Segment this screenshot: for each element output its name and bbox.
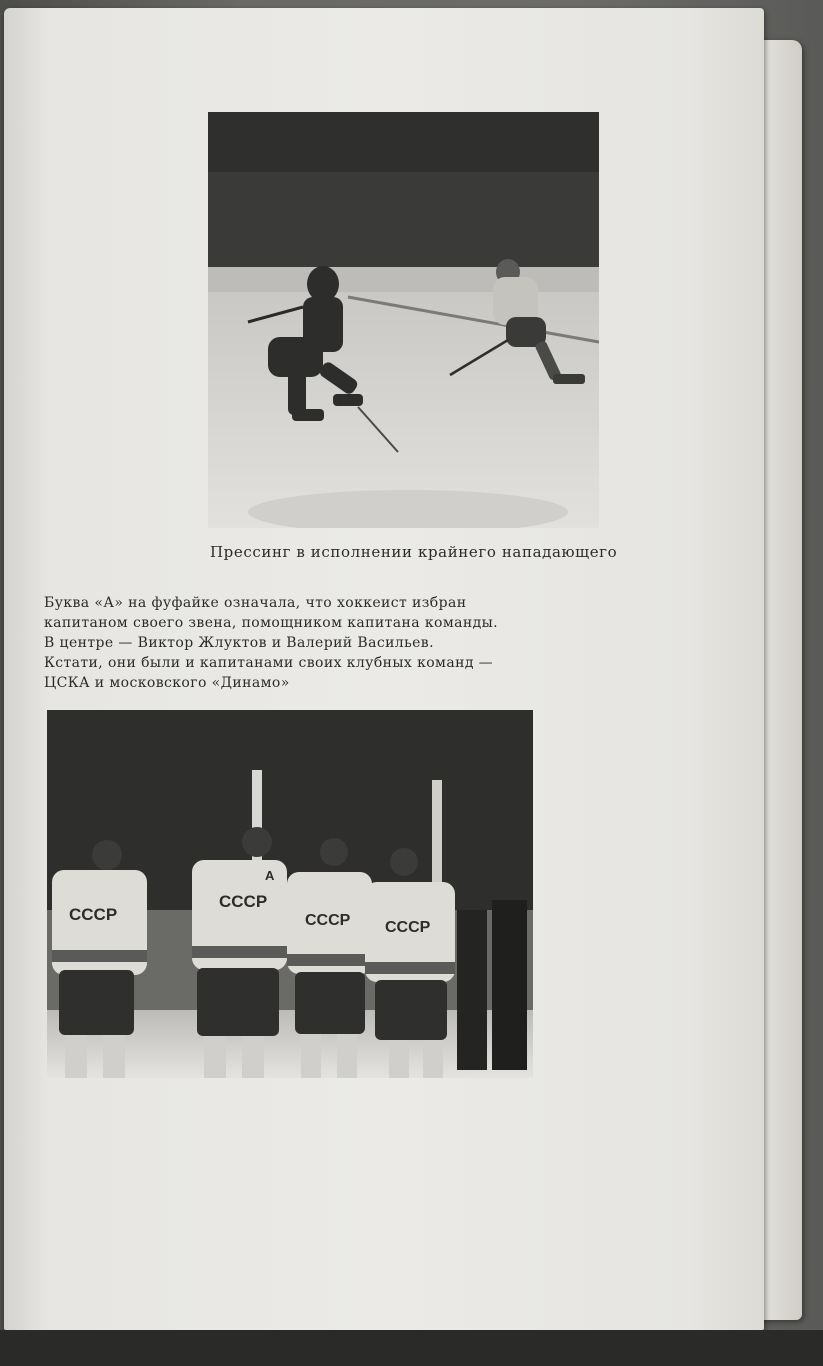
caption-line: Буква «А» на фуфайке означала, что хоккеист избран bbox=[44, 595, 467, 611]
caption-line: ЦСКА и московского «Динамо» bbox=[44, 675, 290, 691]
team-photo-icon bbox=[47, 710, 533, 1078]
jersey-text-3: СССР bbox=[305, 912, 351, 929]
caption-line: Кстати, они были и капитанами своих клубных команд — bbox=[44, 655, 494, 671]
top-photo-caption: Прессинг в исполнении крайнего нападающего bbox=[210, 543, 618, 561]
jersey-letter: А bbox=[265, 868, 275, 883]
hockey-rink-photo-icon bbox=[208, 112, 599, 528]
jersey-text-2: СССР bbox=[219, 892, 268, 911]
hockey-pressing-photo bbox=[208, 112, 599, 528]
jersey-text-1: СССР bbox=[69, 905, 118, 924]
caption-line: капитаном своего звена, помощником капитана команды. bbox=[44, 615, 498, 631]
ussr-team-photo bbox=[47, 710, 533, 1078]
jersey-text-4: СССР bbox=[385, 919, 431, 936]
bottom-photo-caption bbox=[44, 593, 564, 693]
caption-line: В центре — Виктор Жлуктов и Валерий Васильев. bbox=[44, 635, 434, 651]
book-bottom-shadow bbox=[0, 1330, 823, 1366]
